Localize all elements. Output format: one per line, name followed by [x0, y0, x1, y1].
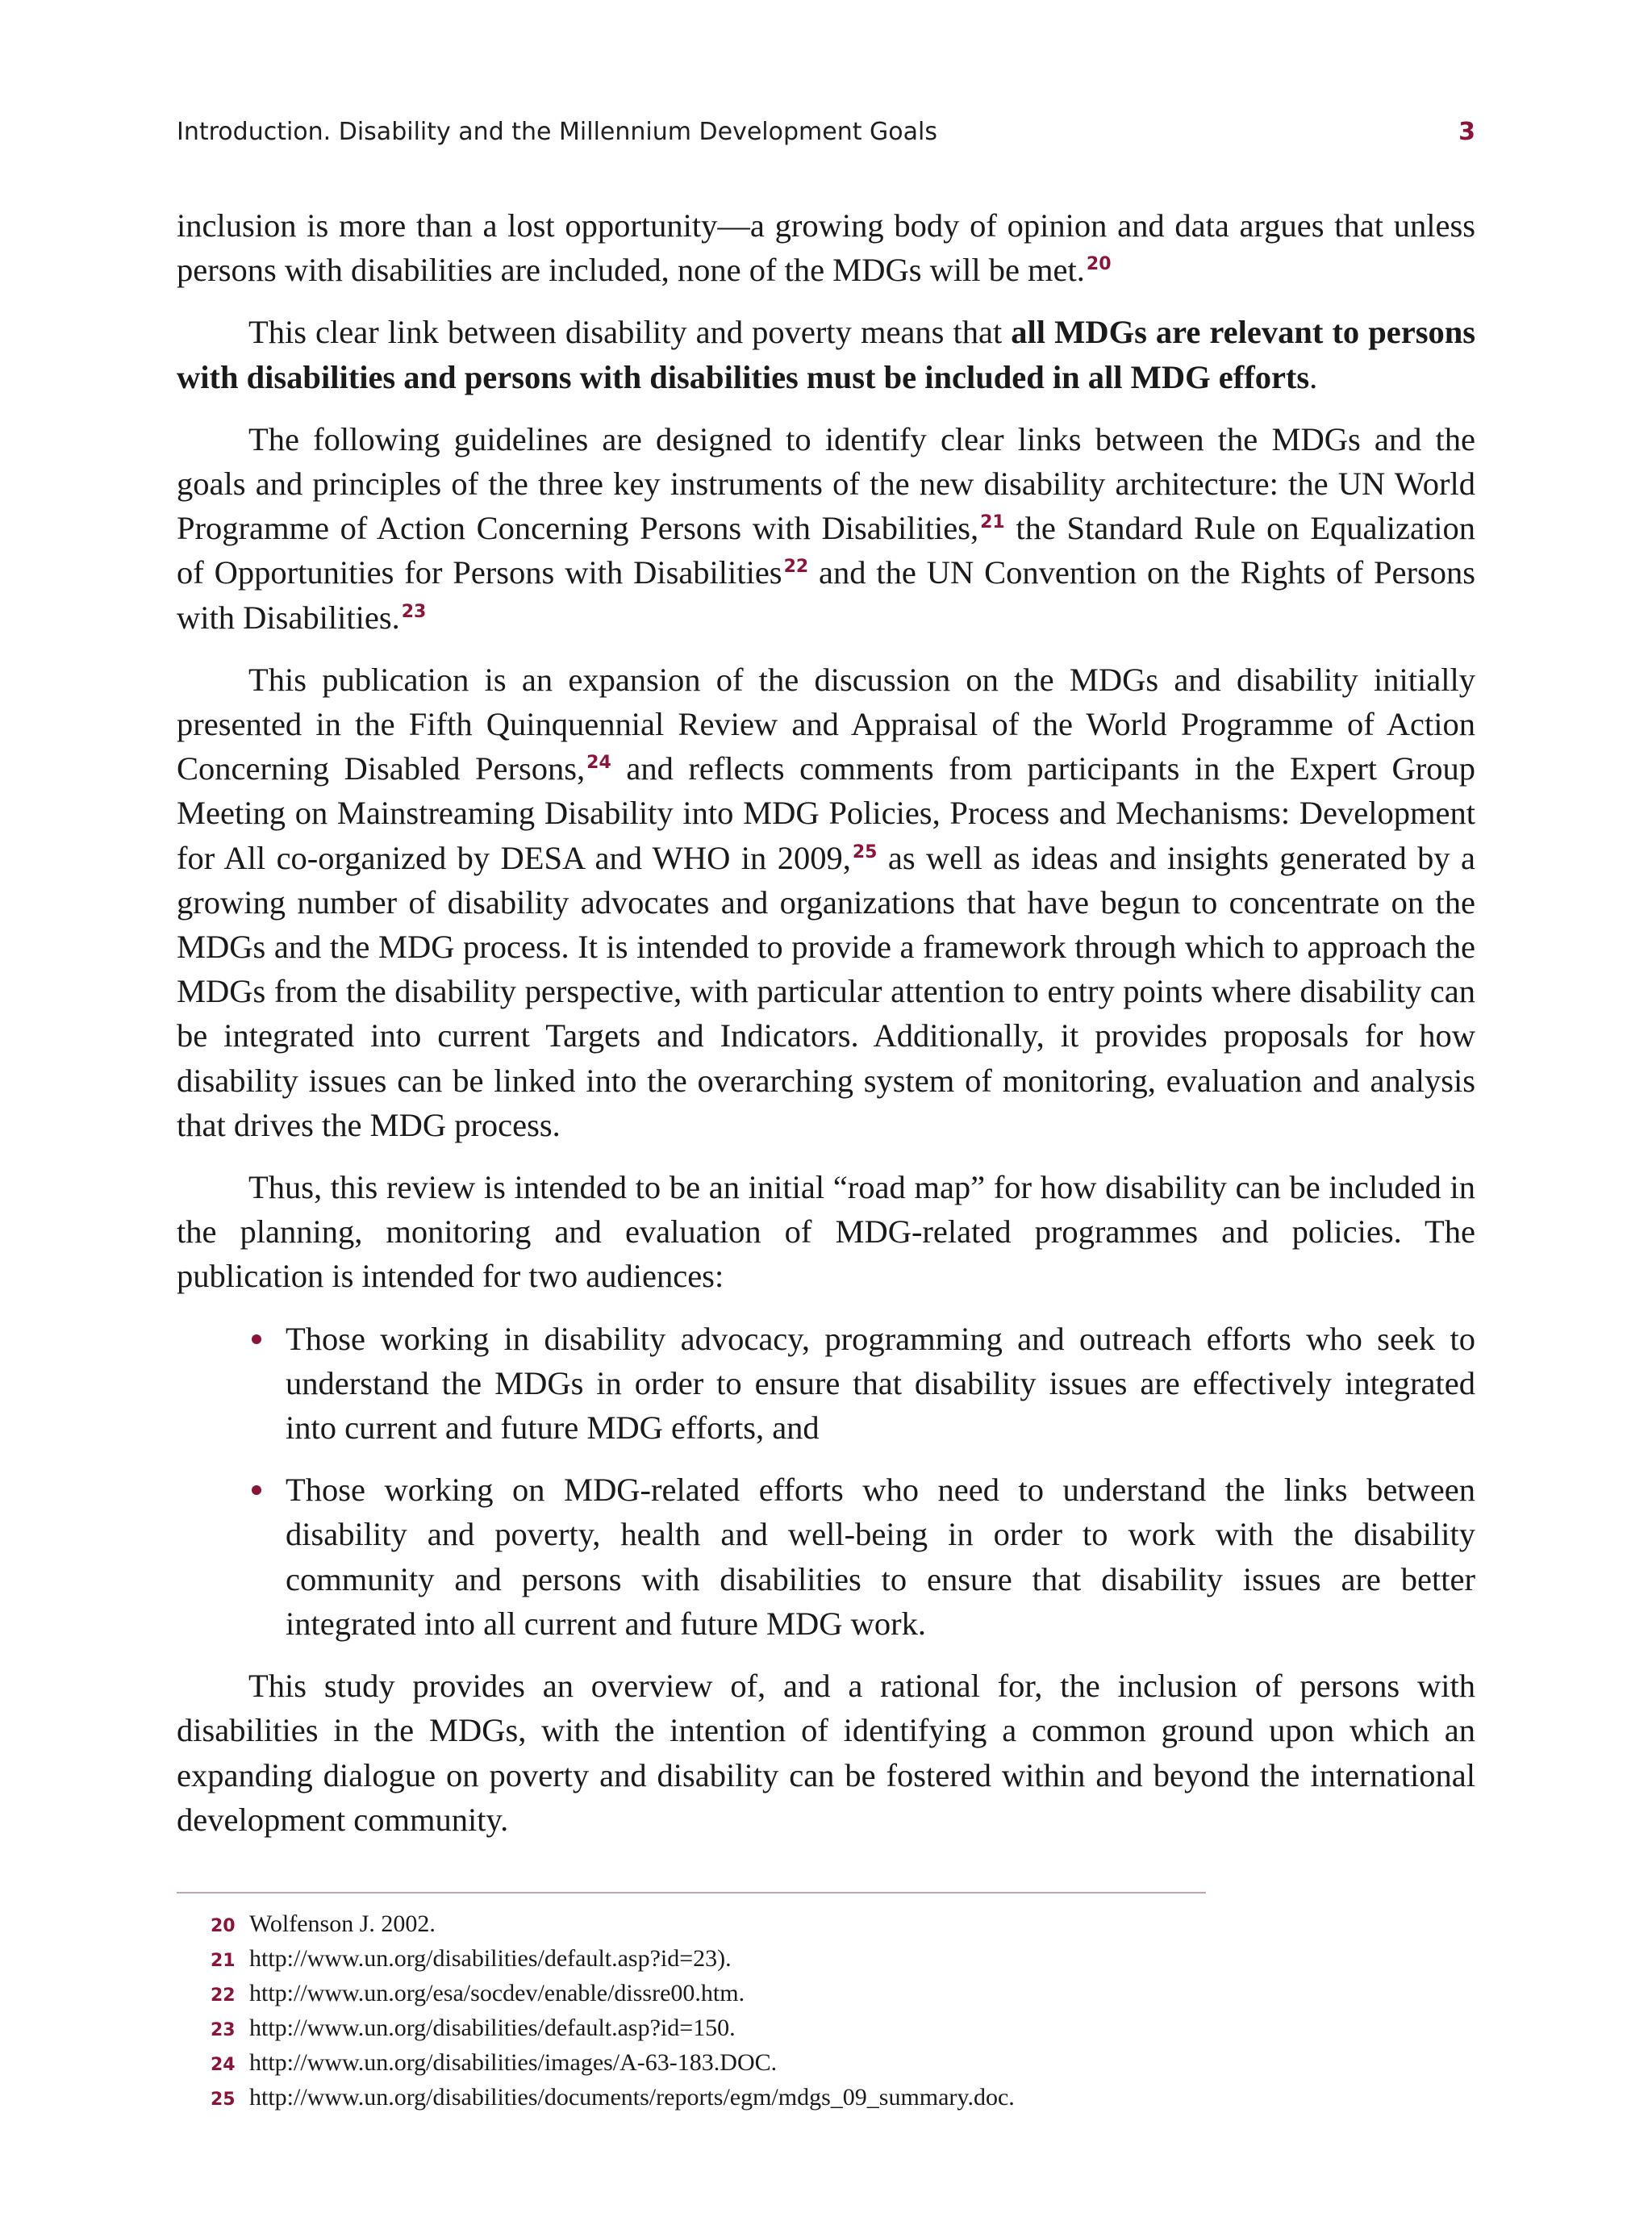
paragraph-2	[177, 310, 1475, 399]
footnote-ref-25[interactable]: 25	[852, 841, 878, 862]
footnote-21	[177, 1943, 1475, 1977]
list-item	[286, 1317, 1475, 1451]
paragraph-text: This study provides an overview of, and a rational for, the inclusion of persons with disabilities in the MDGs, with the intention of identifying a common ground upon which an expanding dialogue on poverty and disability can be fostered within and beyond the international development community.	[177, 1668, 1475, 1838]
bold-statement: all MDGs are relevant to persons with disabilities and persons with disabilities must be included in all MDG efforts	[177, 314, 1476, 395]
paragraph-text: and the UN Convention on the Rights of Persons with Disabilities.	[177, 554, 1475, 636]
paragraph-text: .	[1309, 358, 1318, 395]
list-item	[286, 1468, 1475, 1646]
audience-list	[177, 1317, 1475, 1646]
paragraph-text: as well as ideas and insights generated by a growing number of disability advocates and organizations that have begun to concentrate on the MDGs and the MDG process. It is intended to provide a framework through which to approach the MDGs from the disability perspective, with particular attention to entry points where disability can be integrated into current Targets and Indicators. Additionally, it provides proposals for how disability issues can be linked into the overarching system of monitoring, evaluation and analysis that drives the MDG process.	[177, 839, 1475, 1143]
footnote-divider	[177, 1892, 1206, 1894]
paragraph-text: This clear link between disability and poverty means that	[248, 314, 1012, 351]
footnote-link[interactable]: http://www.un.org/disabilities/images/A-63-183.DOC.	[249, 2049, 778, 2076]
footnote-number: 20	[211, 1916, 236, 1936]
footnote-ref-24[interactable]: 24	[586, 753, 611, 774]
paragraph-text: inclusion is more than a lost opportunity—a growing body of opinion and data argues that unless persons with disabilities are included, none of the MDGs will be met.	[177, 207, 1475, 289]
footnote-link[interactable]: http://www.un.org/esa/socdev/enable/dissre00.htm.	[249, 1980, 745, 2006]
paragraph-6	[177, 1664, 1475, 1842]
footnote-23	[177, 2012, 1475, 2047]
paragraph-5	[177, 1165, 1475, 1299]
bullet-icon	[252, 1334, 261, 1344]
bullet-icon	[252, 1485, 261, 1495]
footnote-number: 23	[211, 2020, 236, 2040]
footnotes	[177, 1908, 1475, 2116]
header-title: Introduction. Disability and the Millennium Development Goals	[177, 118, 937, 146]
paragraph-text: The following guidelines are designed to identify clear links between the MDGs and the goals and principles of the three key instruments of the new disability architecture: the UN World Programme of Action Concerning Persons with Disabilities,	[177, 420, 1475, 547]
page-number: 3	[1458, 118, 1475, 146]
footnote-ref-23[interactable]: 23	[401, 601, 427, 622]
running-header	[177, 118, 1475, 155]
footnote-number: 24	[211, 2055, 236, 2075]
footnote-ref-21[interactable]: 21	[980, 512, 1005, 533]
paragraph-text: This publication is an expansion of the discussion on the MDGs and disability initially presented in the Fifth Quinquennial Review and Appraisal of the World Programme of Action Concerning Disabled Persons,	[177, 661, 1475, 787]
body-text	[177, 203, 1475, 1860]
list-item-text: Those working on MDG-related efforts who need to understand the links between disability and poverty, health and well-being in order to work with the disability community and persons with disabilities to ensure that disability issues are better integrated into all current and future MDG work.	[286, 1472, 1475, 1642]
paragraph-text: the Standard Rule on Equalization of Opportunities for Persons with Disabilities	[177, 510, 1475, 591]
footnote-ref-20[interactable]: 20	[1086, 254, 1112, 275]
footnote-link[interactable]: http://www.un.org/disabilities/default.asp?id=23).	[249, 1945, 732, 1972]
footnote-number: 22	[211, 1985, 236, 2006]
paragraph-1	[177, 203, 1475, 292]
footnote-24	[177, 2047, 1475, 2081]
footnote-link[interactable]: http://www.un.org/disabilities/documents/reports/egm/mdgs_09_summary.doc.	[249, 2084, 1015, 2111]
paragraph-text: and reflects comments from participants in the Expert Group Meeting on Mainstreaming Disability into MDG Policies, Process and Mechanisms: Development for All co-organized by DESA and WHO in 2009,	[177, 750, 1475, 876]
list-item-text: Those working in disability advocacy, programming and outreach efforts who seek to understand the MDGs in order to ensure that disability issues are effectively integrated into current and future MDG efforts, and	[286, 1320, 1475, 1447]
paragraph-4	[177, 658, 1475, 1147]
paragraph-text: Thus, this review is intended to be an initial “road map” for how disability can be included in the planning, monitoring and evaluation of MDG-related programmes and policies. The publication is intended for two audiences:	[177, 1169, 1475, 1295]
footnote-25	[177, 2081, 1475, 2116]
paragraph-3	[177, 417, 1475, 640]
footnote-ref-22[interactable]: 22	[783, 557, 809, 578]
footnote-20	[177, 1908, 1475, 1943]
footnote-link[interactable]: http://www.un.org/disabilities/default.asp?id=150.	[249, 2015, 736, 2041]
footnote-number: 25	[211, 2090, 236, 2110]
footnote-text: Wolfenson J. 2002.	[249, 1910, 436, 1937]
footnote-number: 21	[211, 1951, 236, 1971]
footnote-22	[177, 1977, 1475, 2012]
